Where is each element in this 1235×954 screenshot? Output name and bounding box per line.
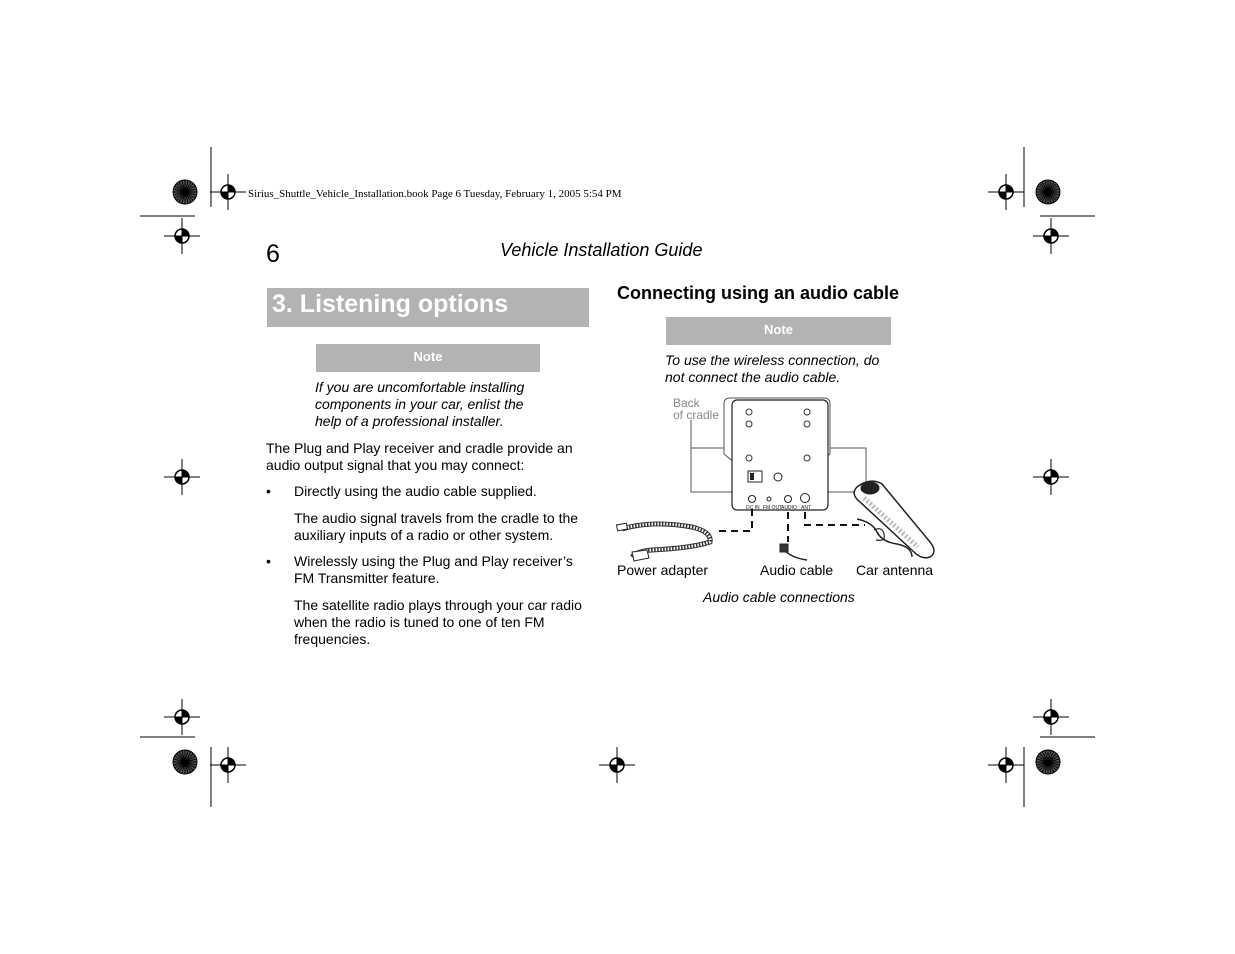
audio-cable-diagram bbox=[612, 392, 942, 572]
note-line: not connect the audio cable. bbox=[665, 369, 841, 385]
subsection-heading: Connecting using an audio cable bbox=[617, 283, 900, 303]
car-antenna-label: Car antenna bbox=[856, 562, 934, 578]
note-text bbox=[315, 379, 524, 430]
bullet-symbol: • bbox=[266, 483, 271, 499]
port-label: DC IN bbox=[746, 505, 760, 511]
section-title: 3. Listening options bbox=[272, 290, 509, 318]
note-text bbox=[665, 352, 879, 386]
bullet-detail bbox=[294, 510, 578, 544]
detail-line: The satellite radio plays through your car radio bbox=[294, 597, 582, 613]
bullet-detail bbox=[294, 597, 582, 648]
section-title-bar bbox=[267, 288, 589, 327]
car-antenna-icon bbox=[854, 481, 934, 558]
back-of-cradle-label: Back bbox=[673, 396, 700, 410]
port-label: ANT bbox=[801, 505, 811, 511]
intro-line: The Plug and Play receiver and cradle provide an bbox=[266, 440, 573, 456]
connection-leaders bbox=[717, 509, 865, 542]
power-adapter-label: Power adapter bbox=[617, 562, 709, 578]
bullet-symbol: • bbox=[266, 553, 271, 569]
note-label: Note bbox=[666, 317, 891, 345]
audio-cable-icon bbox=[780, 544, 807, 560]
port-label: FM OUT bbox=[763, 505, 783, 511]
bullet-line: FM Transmitter feature. bbox=[294, 570, 440, 586]
running-head: Vehicle Installation Guide bbox=[500, 240, 703, 260]
power-adapter-icon bbox=[617, 523, 711, 561]
back-of-cradle-label: of cradle bbox=[673, 408, 720, 422]
round-port bbox=[774, 473, 782, 481]
detail-line: auxiliary inputs of a radio or other system. bbox=[294, 527, 554, 543]
print-slug: Sirius_Shuttle_Vehicle_Installation.book Page 6 Tuesday, February 1, 2005 5:54 PM bbox=[248, 188, 622, 200]
detail-line: frequencies. bbox=[294, 631, 371, 647]
note-line: If you are uncomfortable installing bbox=[315, 379, 525, 395]
detail-line: The audio signal travels from the cradle to the bbox=[294, 510, 579, 526]
intro-paragraph bbox=[266, 440, 573, 474]
note-line: help of a professional installer. bbox=[315, 413, 504, 429]
page-number: 6 bbox=[266, 240, 280, 268]
bullet-text bbox=[294, 553, 573, 587]
cradle-back-panel bbox=[732, 400, 828, 510]
detail-line: when the radio is tuned to one of ten FM bbox=[294, 614, 545, 630]
note-line: To use the wireless connection, do bbox=[665, 352, 880, 368]
bullet-line: Wirelessly using the Plug and Play receiver’s bbox=[294, 553, 573, 569]
figure-caption: Audio cable connections bbox=[703, 589, 855, 605]
audio-cable-label: Audio cable bbox=[760, 562, 834, 578]
note-label: Note bbox=[316, 344, 540, 372]
intro-line: audio output signal that you may connect: bbox=[266, 457, 525, 473]
bullet-text: Directly using the audio cable supplied. bbox=[294, 483, 537, 499]
note-line: components in your car, enlist the bbox=[315, 396, 524, 412]
port-label: AUDIO bbox=[781, 505, 797, 511]
